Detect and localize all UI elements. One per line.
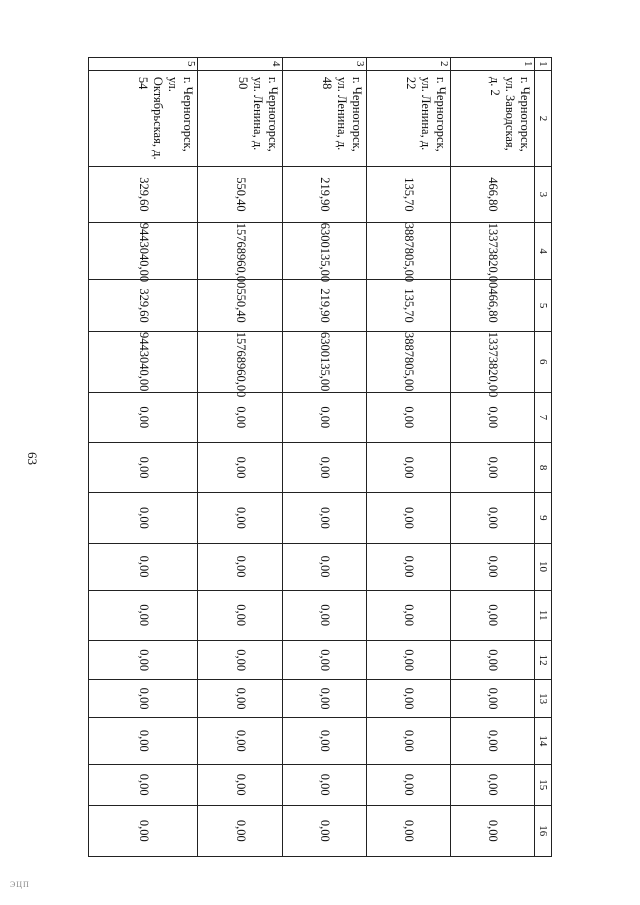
value-cell: 0,00 xyxy=(450,764,534,805)
value-cell: 0,00 xyxy=(450,680,534,717)
value-cell: 0,00 xyxy=(89,392,198,442)
page-number: 63 xyxy=(25,452,40,465)
value-cell: 6300135,00 xyxy=(282,222,366,280)
value-cell: 0,00 xyxy=(450,640,534,680)
value-cell: 0,00 xyxy=(282,543,366,590)
table-body xyxy=(89,58,552,857)
value-cell: 0,00 xyxy=(198,640,282,680)
address-cell: г. Черногорск, ул. Октябрьская, д. 54 xyxy=(89,70,198,166)
value-cell: 0,00 xyxy=(450,392,534,442)
value-cell: 0,00 xyxy=(89,764,198,805)
value-cell: 0,00 xyxy=(198,590,282,640)
value-cell: 0,00 xyxy=(282,442,366,492)
header-cell: 16 xyxy=(535,805,552,856)
value-cell: 13373820,00 xyxy=(450,222,534,280)
value-cell: 9443040,00 xyxy=(89,222,198,280)
value-cell: 329,60 xyxy=(89,167,198,223)
value-cell: 0,00 xyxy=(198,493,282,543)
header-cell: 12 xyxy=(535,640,552,680)
header-cell: 5 xyxy=(535,280,552,331)
value-cell: 0,00 xyxy=(282,805,366,856)
header-cell: 14 xyxy=(535,717,552,764)
value-cell: 9443040,00 xyxy=(89,331,198,392)
value-cell: 0,00 xyxy=(89,680,198,717)
value-cell: 0,00 xyxy=(450,717,534,764)
value-cell: 0,00 xyxy=(198,442,282,492)
value-cell: 550,40 xyxy=(198,280,282,331)
table-row xyxy=(450,58,534,857)
value-cell: 0,00 xyxy=(282,717,366,764)
value-cell: 0,00 xyxy=(282,590,366,640)
value-cell: 0,00 xyxy=(198,680,282,717)
address-cell: г. Черногорск, ул. Ленина, д. 50 xyxy=(198,70,282,166)
value-cell: 0,00 xyxy=(366,805,450,856)
row-number: 1 xyxy=(450,58,534,71)
address-cell: г. Черногорск, ул. Заводская, д. 2 xyxy=(450,70,534,166)
value-cell: 0,00 xyxy=(366,640,450,680)
value-cell: 0,00 xyxy=(89,590,198,640)
table-row xyxy=(89,58,198,857)
table-row xyxy=(366,58,450,857)
value-cell: 15768960,00 xyxy=(198,331,282,392)
rotated-table-wrapper xyxy=(88,57,552,857)
value-cell: 466,80 xyxy=(450,280,534,331)
value-cell: 13373820,00 xyxy=(450,331,534,392)
value-cell: 219,90 xyxy=(282,280,366,331)
value-cell: 3887805,00 xyxy=(366,222,450,280)
value-cell: 0,00 xyxy=(366,717,450,764)
value-cell: 0,00 xyxy=(198,543,282,590)
value-cell: 550,40 xyxy=(198,167,282,223)
value-cell: 0,00 xyxy=(89,717,198,764)
value-cell: 219,90 xyxy=(282,167,366,223)
header-cell: 4 xyxy=(535,222,552,280)
table-row xyxy=(282,58,366,857)
value-cell: 0,00 xyxy=(282,764,366,805)
value-cell: 0,00 xyxy=(366,590,450,640)
row-number: 3 xyxy=(282,58,366,71)
value-cell: 0,00 xyxy=(366,543,450,590)
header-cell: 8 xyxy=(535,442,552,492)
value-cell: 0,00 xyxy=(366,493,450,543)
header-cell: 15 xyxy=(535,764,552,805)
table-row xyxy=(198,58,282,857)
row-number: 2 xyxy=(366,58,450,71)
header-cell: 3 xyxy=(535,167,552,223)
value-cell: 135,70 xyxy=(366,167,450,223)
value-cell: 15768960,00 xyxy=(198,222,282,280)
value-cell: 0,00 xyxy=(450,442,534,492)
value-cell: 466,80 xyxy=(450,167,534,223)
data-table xyxy=(88,57,552,857)
value-cell: 3887805,00 xyxy=(366,331,450,392)
value-cell: 0,00 xyxy=(282,680,366,717)
table-header-row xyxy=(535,58,552,857)
value-cell: 0,00 xyxy=(366,392,450,442)
value-cell: 0,00 xyxy=(366,442,450,492)
header-cell: 9 xyxy=(535,493,552,543)
header-cell: 2 xyxy=(535,70,552,166)
value-cell: 0,00 xyxy=(450,543,534,590)
value-cell: 0,00 xyxy=(89,640,198,680)
address-cell: г. Черногорск, ул. Ленина, д. 48 xyxy=(282,70,366,166)
value-cell: 0,00 xyxy=(89,493,198,543)
value-cell: 0,00 xyxy=(282,392,366,442)
value-cell: 0,00 xyxy=(198,717,282,764)
header-cell: 11 xyxy=(535,590,552,640)
address-cell: г. Черногорск, ул. Ленина, д. 22 xyxy=(366,70,450,166)
footer-mark: ЭЦП xyxy=(10,880,30,889)
row-number: 5 xyxy=(89,58,198,71)
value-cell: 0,00 xyxy=(198,805,282,856)
value-cell: 135,70 xyxy=(366,280,450,331)
value-cell: 0,00 xyxy=(450,590,534,640)
header-cell: 7 xyxy=(535,392,552,442)
value-cell: 0,00 xyxy=(450,493,534,543)
value-cell: 0,00 xyxy=(198,392,282,442)
value-cell: 0,00 xyxy=(89,805,198,856)
value-cell: 0,00 xyxy=(450,805,534,856)
header-cell: 10 xyxy=(535,543,552,590)
value-cell: 6300135,00 xyxy=(282,331,366,392)
row-number: 4 xyxy=(198,58,282,71)
value-cell: 0,00 xyxy=(366,764,450,805)
header-cell: 6 xyxy=(535,331,552,392)
value-cell: 0,00 xyxy=(89,543,198,590)
value-cell: 0,00 xyxy=(198,764,282,805)
header-cell: 1 xyxy=(535,58,552,71)
value-cell: 0,00 xyxy=(89,442,198,492)
value-cell: 329,60 xyxy=(89,280,198,331)
value-cell: 0,00 xyxy=(282,640,366,680)
value-cell: 0,00 xyxy=(366,680,450,717)
header-cell: 13 xyxy=(535,680,552,717)
value-cell: 0,00 xyxy=(282,493,366,543)
